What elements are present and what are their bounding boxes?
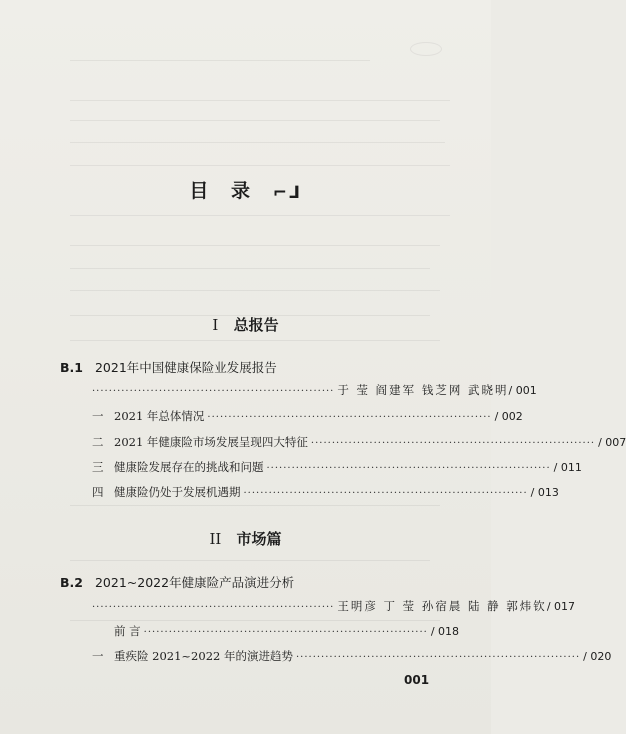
report-title: 2021~2022年健康险产品演进分析 bbox=[94, 575, 295, 590]
bleed-through-mark bbox=[410, 42, 442, 56]
section-title: 市场篇 bbox=[236, 530, 282, 548]
leader-dots: ···································································· bbox=[243, 488, 528, 499]
item-text: 健康险发展存在的挑战和问题 bbox=[114, 460, 264, 474]
page-ref: / 011 bbox=[553, 461, 582, 474]
section-numeral: II bbox=[209, 530, 222, 548]
bleed-through-line bbox=[70, 60, 370, 61]
item-text: 健康险仍处于发展机遇期 bbox=[114, 485, 241, 499]
report-heading-b1[interactable] bbox=[60, 358, 277, 376]
section-heading-2 bbox=[0, 528, 491, 549]
report-code: B.1 bbox=[60, 360, 83, 375]
item-text: 前 言 bbox=[114, 624, 141, 638]
section-heading-1 bbox=[0, 314, 491, 335]
author-names: 王明彦 丁 莹 孙宿晨 陆 静 郭炜钦 bbox=[337, 599, 547, 613]
toc-line-b1-1[interactable] bbox=[92, 408, 523, 425]
toc-line-b1-4[interactable] bbox=[92, 484, 559, 501]
bleed-through-line bbox=[70, 560, 430, 561]
author-names: 于 莹 阎建军 钱芝网 武晓明 bbox=[337, 383, 509, 397]
page-number: 001 bbox=[404, 673, 430, 687]
leader-dots: ···································································· bbox=[310, 438, 596, 449]
bleed-through-line bbox=[70, 340, 440, 341]
bleed-through-line bbox=[70, 268, 430, 269]
toc-title-char-1: 目 bbox=[189, 180, 211, 202]
bleed-through-line bbox=[70, 120, 440, 121]
bleed-through-line bbox=[70, 142, 445, 143]
bleed-through-line bbox=[70, 290, 440, 291]
toc-line-b2-2[interactable] bbox=[92, 648, 612, 665]
bleed-through-line bbox=[70, 245, 440, 246]
page-ref: / 020 bbox=[583, 650, 612, 663]
item-number: 一 bbox=[92, 649, 104, 663]
page-ref: / 002 bbox=[494, 410, 523, 423]
ornament-icon: ⌐⅃ bbox=[272, 183, 302, 203]
toc-title bbox=[0, 176, 491, 203]
item-text: 2021 年健康险市场发展呈现四大特征 bbox=[114, 435, 308, 449]
page-ref: / 007 bbox=[598, 436, 626, 449]
section-numeral: I bbox=[212, 316, 219, 334]
page-ref: / 018 bbox=[430, 625, 460, 638]
report-title: 2021年中国健康保险业发展报告 bbox=[94, 360, 277, 375]
bleed-through-line bbox=[70, 100, 450, 101]
leader-dots: ···································································· bbox=[207, 412, 492, 423]
report-heading-b2[interactable] bbox=[60, 573, 294, 591]
leader-dots: ·························································· bbox=[92, 602, 335, 613]
bleed-through-line bbox=[70, 165, 450, 166]
item-text: 重疾险 2021~2022 年的演进趋势 bbox=[114, 649, 293, 663]
leader-dots: ···································································· bbox=[143, 627, 428, 638]
leader-dots: ···································································· bbox=[295, 652, 581, 663]
page-ref: / 013 bbox=[530, 486, 559, 499]
item-number: 一 bbox=[92, 409, 104, 423]
bleed-through-line bbox=[70, 620, 440, 621]
toc-line-authors-b2[interactable] bbox=[92, 598, 576, 615]
bleed-through-line bbox=[70, 505, 440, 506]
leader-dots: ·························································· bbox=[92, 386, 335, 397]
item-number: 二 bbox=[92, 435, 104, 449]
leader-dots: ···································································· bbox=[266, 463, 551, 474]
item-text: 2021 年总体情况 bbox=[114, 409, 205, 423]
toc-line-b1-2[interactable] bbox=[92, 434, 626, 451]
toc-line-authors-b1[interactable] bbox=[92, 382, 537, 399]
item-number: 四 bbox=[92, 485, 104, 499]
item-number: 三 bbox=[92, 460, 104, 474]
toc-line-b2-1[interactable] bbox=[92, 623, 460, 640]
page-ref: / 001 bbox=[508, 384, 537, 397]
report-code: B.2 bbox=[60, 575, 83, 590]
section-title: 总报告 bbox=[233, 316, 279, 334]
page-ref: / 017 bbox=[546, 600, 576, 613]
bleed-through-line bbox=[70, 215, 450, 216]
toc-line-b1-3[interactable] bbox=[92, 459, 582, 476]
toc-title-char-2: 录 bbox=[230, 180, 252, 202]
